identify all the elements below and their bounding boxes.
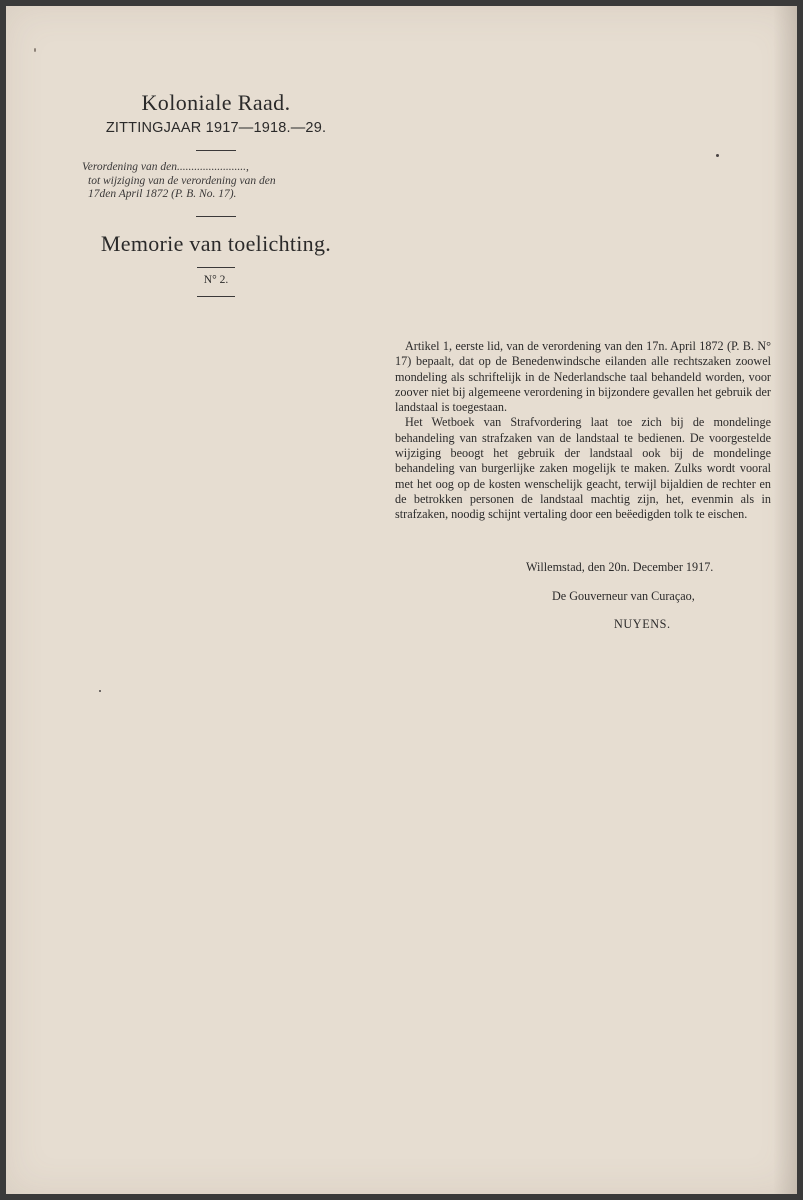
page-edge-shadow [773,6,797,1194]
regulation-line: 17den April 1872 (P. B. No. 17). [88,188,237,200]
divider [197,296,235,297]
session-year: ZITTINGJAAR 1917—1918.—29. [105,120,327,136]
body-paragraph: Het Wetboek van Strafvordering laat toe zich bij de mondelinge behandeling van strafzaken van de landstaal te bedienen. De voorgestelde wijziging beoogt het gebruik der landstaal ook bij de mondelinge behandeling van burgerlijke zaken mogelijk te maken. Zulks wordt vooral met het oog op de kosten wenschelijk geacht, terwijl bijaldien de rechter en de betrokken personen de landstaal machtig zijn, het, evenmin als in strafzaken, noodig schijnt vertaling door een beëedigden tolk te eischen. [395,415,771,522]
header-block [78,90,354,303]
regulation-line: tot wijziging van de verordening van den [88,174,276,187]
document-page [6,6,797,1194]
body-paragraph: Artikel 1, eerste lid, van de verordening van den 17n. April 1872 (P. B. N° 17) bepaalt, dat op de Benedenwindsche eilanden alle rechtszaken zoowel mondeling als schriftelijk in de Nederlandsche taal behandeld worden, voor zoover niet bij algemeene verordening in bijzondere gevallen het gebruik der landstaal is toegestaan. [395,339,771,415]
divider [196,150,236,151]
ink-speck [99,690,101,692]
place-date: Willemstad, den 20n. December 1917. [526,560,714,574]
council-title: Koloniale Raad. [141,90,291,115]
signatory-name: NUYENS. [614,617,671,631]
regulation-reference [78,161,354,202]
document-number: N° 2. [203,273,229,286]
signatory-title: De Gouverneur van Curaçao, [552,589,695,603]
regulation-line: Verordening van den........................, [82,161,249,173]
ink-speck [34,48,36,52]
document-type-heading: Memorie van toelichting. [100,230,332,256]
ink-speck [716,154,719,157]
divider [196,216,236,217]
divider [197,267,235,268]
explanatory-text [395,339,771,523]
